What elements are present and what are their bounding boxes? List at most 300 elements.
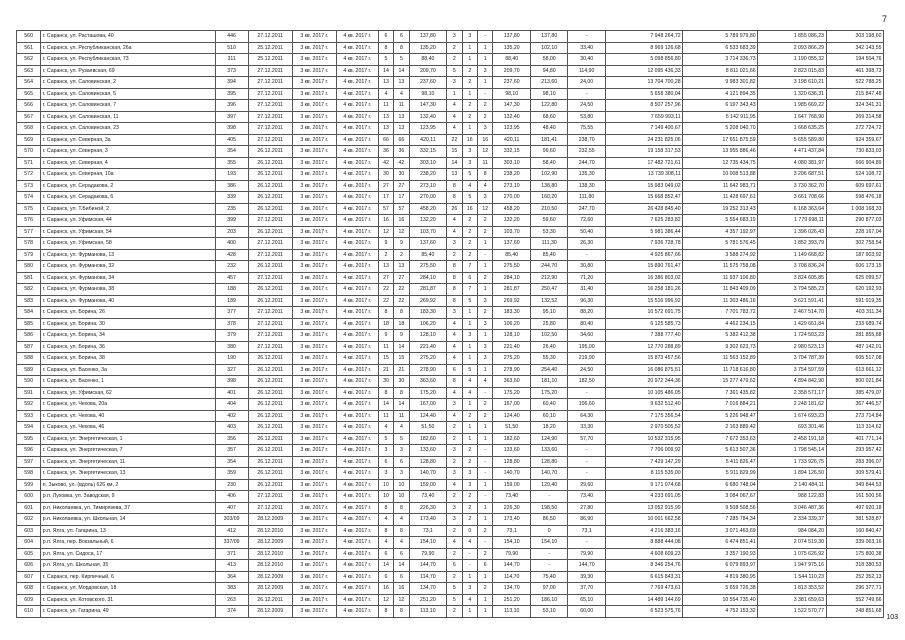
table-cell: 303 198,60 — [826, 31, 883, 43]
table-cell: 98,10 — [530, 88, 568, 100]
table-cell: 7 936 728,78 — [605, 238, 682, 250]
table-cell: 3 кв. 2017 г. — [292, 111, 336, 123]
table-cell: 597 — [17, 456, 41, 468]
table-cell: 209,70 — [409, 65, 447, 77]
table-row — [17, 376, 884, 388]
table-row — [17, 594, 884, 606]
table-row — [17, 387, 884, 399]
table-cell: 6 197 343,43 — [683, 100, 758, 112]
table-cell: 598 476,18 — [826, 192, 883, 204]
table-cell: 2 140 484,11 — [758, 479, 826, 491]
table-cell: 11 — [478, 157, 493, 169]
table-cell: 2 970 505,52 — [605, 422, 682, 434]
table-cell: 446 — [215, 31, 248, 43]
table-cell: 14 — [394, 65, 409, 77]
table-cell: 26.12.2011 — [248, 295, 292, 307]
table-row — [17, 226, 884, 238]
table-cell: 7 361 435,82 — [683, 387, 758, 399]
table-cell: 140,70 — [409, 468, 447, 480]
table-cell: г. Саранск, ул. Борина, 36 — [41, 341, 215, 353]
table-cell: 213,60 — [530, 77, 568, 89]
table-cell: 3 730 362,70 — [758, 180, 826, 192]
table-cell: г. Саранск, ул. Саловинская, 2 — [41, 77, 215, 89]
table-cell: 124,40 — [493, 410, 531, 422]
table-cell: 609 697,61 — [826, 180, 883, 192]
table-cell: 337/09 — [215, 537, 248, 549]
table-cell: 2 — [478, 111, 493, 123]
table-cell: 405 — [215, 134, 248, 146]
table-cell: 219,90 — [568, 353, 606, 365]
table-cell: - — [462, 560, 477, 572]
page-number: 7 — [881, 14, 887, 24]
table-cell: 7 948 264,72 — [605, 31, 682, 43]
table-cell: 15 — [394, 353, 409, 365]
table-row — [17, 146, 884, 158]
table-cell: 13 — [378, 261, 393, 273]
table-cell: г. Саранск, ул. Васенко, 3а — [41, 364, 215, 376]
table-cell: 1 647 768,90 — [758, 111, 826, 123]
table-cell: 73,1 — [568, 525, 606, 537]
table-cell: 14 — [378, 65, 393, 77]
table-cell: 16 086 875,51 — [605, 364, 682, 376]
table-cell: 15 983 049,02 — [605, 180, 682, 192]
table-cell: 13 — [394, 261, 409, 273]
table-row — [17, 65, 884, 77]
table-cell: 1 985 669,22 — [758, 100, 826, 112]
table-cell: 16 258 181,26 — [605, 284, 682, 296]
table-cell: 8 — [394, 387, 409, 399]
table-cell: 988 122,83 — [758, 491, 826, 503]
table-cell: 230 — [215, 479, 248, 491]
table-cell: 190 — [215, 353, 248, 365]
table-cell: 591 919,35 — [826, 295, 883, 307]
table-cell: 3 — [462, 330, 477, 342]
table-row — [17, 180, 884, 192]
table-cell: г. Саранск, ул. Т.Бибиной, 2 — [41, 203, 215, 215]
table-cell: 75,55 — [568, 123, 606, 135]
table-cell: 3 кв. 2017 г. — [292, 433, 336, 445]
table-cell: 68,60 — [530, 111, 568, 123]
table-cell: 79,90 — [568, 548, 606, 560]
table-cell: 5 142 911,95 — [683, 111, 758, 123]
table-cell: 7 285 784,34 — [683, 514, 758, 526]
table-cell: 3 кв. 2017 г. — [292, 410, 336, 422]
table-cell: 51,50 — [493, 422, 531, 434]
table-cell: 2 — [447, 606, 462, 618]
table-cell: 111,30 — [530, 238, 568, 250]
table-cell: 250,47 — [530, 284, 568, 296]
table-cell: 4 кв. 2017 г. — [336, 31, 378, 43]
table-cell: 6 125 585,73 — [605, 318, 682, 330]
table-cell: 58,40 — [530, 157, 568, 169]
table-cell: 1 852 393,79 — [758, 238, 826, 250]
table-cell: 16 — [478, 134, 493, 146]
table-cell: 24 231 825,06 — [605, 134, 682, 146]
table-cell: 1 — [478, 422, 493, 434]
table-cell: 3 198 610,21 — [758, 77, 826, 89]
table-cell: 3 — [447, 445, 462, 457]
table-cell: 85,40 — [530, 249, 568, 261]
table-cell: - — [478, 491, 493, 503]
table-cell: 133,60 — [493, 445, 531, 457]
table-cell: 13 — [394, 123, 409, 135]
table-cell: 5 554 683,19 — [683, 215, 758, 227]
table-cell: 620 192,93 — [826, 284, 883, 296]
table-cell: 1 — [478, 594, 493, 606]
table-cell: 113 314,62 — [826, 422, 883, 434]
table-row — [17, 606, 884, 618]
table-cell: 2 — [462, 77, 477, 89]
table-cell: 42 — [378, 157, 393, 169]
table-cell: 457 — [215, 272, 248, 284]
table-cell: - — [568, 31, 606, 43]
table-cell: 1 396 026,43 — [758, 226, 826, 238]
table-cell: 2 458 191,18 — [758, 433, 826, 445]
table-cell: 198,50 — [530, 502, 568, 514]
table-cell: 133,60 — [530, 445, 568, 457]
table-cell: 3 кв. 2017 г. — [292, 100, 336, 112]
table-cell: - — [568, 387, 606, 399]
table-cell: 60,40 — [530, 399, 568, 411]
table-cell: 2 — [447, 456, 462, 468]
table-row — [17, 468, 884, 480]
table-cell: 3 — [394, 445, 409, 457]
table-cell: 594 — [17, 422, 41, 434]
table-cell: 403 — [215, 422, 248, 434]
table-cell: 4 кв. 2017 г. — [336, 169, 378, 181]
table-cell: 3 кв. 2017 г. — [292, 157, 336, 169]
table-cell: 355 — [215, 157, 248, 169]
table-cell: р.п. Ялга, ул. Гагарина, 13 — [41, 525, 215, 537]
table-cell: 27 — [378, 272, 393, 284]
table-cell: 102,90 — [530, 169, 568, 181]
table-cell: 5 226 948,47 — [683, 410, 758, 422]
table-cell: 275,20 — [493, 353, 531, 365]
table-cell: 2 — [447, 571, 462, 583]
table-cell: 420,11 — [409, 134, 447, 146]
table-cell: 11 575 758,08 — [683, 261, 758, 273]
table-cell: 73,1 — [493, 525, 531, 537]
table-cell: 4 кв. 2017 г. — [336, 249, 378, 261]
table-cell: 27 — [394, 180, 409, 192]
table-cell: 25,80 — [530, 318, 568, 330]
table-cell: 132,52 — [530, 295, 568, 307]
table-cell: 9 — [394, 330, 409, 342]
table-cell: 238,20 — [493, 169, 531, 181]
table-cell: 273 714,84 — [826, 410, 883, 422]
table-cell: 6 — [447, 560, 462, 572]
table-cell: 3 кв. 2017 г. — [292, 353, 336, 365]
table-cell: 4 — [447, 226, 462, 238]
table-row — [17, 399, 884, 411]
table-cell: 5 — [447, 583, 462, 595]
table-cell: р.п. Николаевка, ул. Школьная, 14 — [41, 514, 215, 526]
table-cell: - — [568, 445, 606, 457]
table-cell: 458,20 — [409, 203, 447, 215]
table-cell: 566 — [17, 100, 41, 112]
table-cell: 135,30 — [568, 169, 606, 181]
table-cell: 28.12.2010 — [248, 560, 292, 572]
table-cell: 2 — [478, 226, 493, 238]
table-cell: 195,00 — [568, 341, 606, 353]
table-cell: 129,40 — [530, 479, 568, 491]
table-cell: 3 071 463,69 — [683, 525, 758, 537]
table-row — [17, 42, 884, 54]
table-cell: 189 — [215, 295, 248, 307]
table-cell: 4 — [447, 330, 462, 342]
table-cell: 608 — [17, 583, 41, 595]
table-cell: 7 625 283,82 — [605, 215, 682, 227]
table-cell: 193 — [215, 169, 248, 181]
table-cell: 588 — [17, 353, 41, 365]
table-cell: - — [478, 445, 493, 457]
table-cell: 27.12.2011 — [248, 330, 292, 342]
table-cell: г. Саранск, ул. Фурманова, 32 — [41, 261, 215, 273]
table-cell: 13 739 308,11 — [605, 169, 682, 181]
table-cell: 3 кв. 2017 г. — [292, 525, 336, 537]
table-cell: 4 кв. 2017 г. — [336, 364, 378, 376]
table-cell: 7 701 783,72 — [683, 307, 758, 319]
table-cell: 27,80 — [568, 502, 606, 514]
table-cell: 3 кв. 2017 г. — [292, 134, 336, 146]
table-cell: 3 кв. 2017 г. — [292, 399, 336, 411]
table-cell: г. Саранск, ул. Северная, 3 — [41, 146, 215, 158]
table-cell: 4 — [478, 376, 493, 388]
table-cell: 26.12.2011 — [248, 410, 292, 422]
table-cell: 1 — [462, 341, 477, 353]
table-cell: 1 — [462, 54, 477, 66]
table-cell: 27.12.2011 — [248, 65, 292, 77]
table-cell: 6 — [394, 571, 409, 583]
table-cell: 237,60 — [493, 77, 531, 89]
table-cell: 114,70 — [409, 571, 447, 583]
table-cell: 7 — [462, 261, 477, 273]
table-cell: 8 — [394, 525, 409, 537]
table-cell: 3 кв. 2017 г. — [292, 364, 336, 376]
table-cell: 4 — [447, 111, 462, 123]
table-cell: 4 кв. 2017 г. — [336, 548, 378, 560]
table-cell: 4 357 192,97 — [683, 226, 758, 238]
table-cell: 27.12.2011 — [248, 249, 292, 261]
table-cell: 283 396,07 — [826, 456, 883, 468]
table-cell: 36 — [394, 146, 409, 158]
table-cell: 5 789 979,80 — [683, 31, 758, 43]
table-cell: р.п. Ялга, ул. Школьная, 35 — [41, 560, 215, 572]
table-row — [17, 341, 884, 353]
table-cell: 4 кв. 2017 г. — [336, 341, 378, 353]
table-cell: 3 — [378, 445, 393, 457]
table-cell: 9 302 623,73 — [683, 341, 758, 353]
table-cell: 3 кв. 2017 г. — [292, 376, 336, 388]
table-cell: 3 — [478, 341, 493, 353]
table-cell: 5 — [462, 192, 477, 204]
table-cell: 399 — [215, 215, 248, 227]
table-cell: 221,40 — [493, 341, 531, 353]
table-cell: 251,20 — [409, 594, 447, 606]
table-cell: 1 — [462, 606, 477, 618]
table-cell: 363,60 — [493, 376, 531, 388]
table-cell: 17 — [394, 192, 409, 204]
table-cell: 8 — [447, 272, 462, 284]
table-cell: 4 кв. 2017 г. — [336, 54, 378, 66]
table-cell: 3 — [478, 192, 493, 204]
table-cell: 95,10 — [530, 307, 568, 319]
table-cell: 6 — [478, 560, 493, 572]
table-cell: 377 — [215, 307, 248, 319]
table-cell: 4 — [447, 353, 462, 365]
table-cell: 8 — [394, 606, 409, 618]
table-cell: 1 075 626,92 — [758, 548, 826, 560]
table-cell: - — [478, 31, 493, 43]
table-cell: 244,70 — [530, 261, 568, 273]
table-cell: 4 — [462, 180, 477, 192]
table-cell: 3 — [462, 31, 477, 43]
table-cell: 4 кв. 2017 г. — [336, 65, 378, 77]
table-cell: р.п. Ялга, ул. Сидоса, 17 — [41, 548, 215, 560]
table-cell: 15 — [447, 146, 462, 158]
table-cell: г. Саранск, ул. Энергетическая, 1 — [41, 433, 215, 445]
table-cell: 8 — [447, 261, 462, 273]
table-cell: - — [568, 456, 606, 468]
table-cell: 26.12.2011 — [248, 422, 292, 434]
table-cell: 80,40 — [568, 318, 606, 330]
table-cell: 272 724,72 — [826, 123, 883, 135]
table-cell: 4 кв. 2017 г. — [336, 571, 378, 583]
table-cell: 2 — [478, 307, 493, 319]
table-cell: 238,20 — [409, 169, 447, 181]
table-cell: 114,90 — [568, 65, 606, 77]
table-cell: 160 840,47 — [826, 525, 883, 537]
table-cell: 26.12.2011 — [248, 353, 292, 365]
table-cell: 4 кв. 2017 г. — [336, 180, 378, 192]
table-cell: 251,20 — [493, 594, 531, 606]
table-cell: 1 — [478, 42, 493, 54]
table-cell: 16 — [462, 203, 477, 215]
table-cell: 3 кв. 2017 г. — [292, 295, 336, 307]
table-cell: 6 — [394, 548, 409, 560]
table-cell: 385 479,07 — [826, 387, 883, 399]
table-cell: 30,40 — [568, 54, 606, 66]
table-row — [17, 295, 884, 307]
table-cell: 85,40 — [493, 249, 531, 261]
table-cell: - — [478, 537, 493, 549]
table-cell: 3 357 190,93 — [683, 548, 758, 560]
table-cell: 3 084 067,67 — [683, 491, 758, 503]
table-cell: 3 кв. 2017 г. — [292, 42, 336, 54]
table-cell: 17 651 875,59 — [683, 134, 758, 146]
table-cell: 111,80 — [568, 192, 606, 204]
table-cell: 132,40 — [493, 111, 531, 123]
table-cell: 4 кв. 2017 г. — [336, 272, 378, 284]
table-cell: 10 532 315,95 — [605, 433, 682, 445]
table-cell: 356 — [215, 433, 248, 445]
table-cell: 3 кв. 2017 г. — [292, 537, 336, 549]
table-cell: 3 661 708,66 — [758, 192, 826, 204]
table-cell: 367 446,57 — [826, 399, 883, 411]
table-cell: 113,10 — [493, 606, 531, 618]
table-row — [17, 364, 884, 376]
table-cell: 5 411 826,47 — [683, 456, 758, 468]
table-cell: 28.12.2009 — [248, 606, 292, 618]
table-cell: 284,10 — [493, 272, 531, 284]
table-cell: 11 — [394, 410, 409, 422]
table-cell: 14 — [394, 560, 409, 572]
table-cell: 332,15 — [409, 146, 447, 158]
table-cell: 591 — [17, 387, 41, 399]
table-cell: 137,60 — [409, 238, 447, 250]
table-cell: 27.12.2011 — [248, 77, 292, 89]
table-cell: 270,00 — [409, 192, 447, 204]
table-cell: 3 — [462, 468, 477, 480]
table-row — [17, 353, 884, 365]
table-cell: 606 — [17, 560, 41, 572]
table-cell: 215 847,48 — [826, 88, 883, 100]
table-cell: 11 937 106,80 — [683, 272, 758, 284]
table-cell: 3 кв. 2017 г. — [292, 318, 336, 330]
table-cell: 26.12.2011 — [248, 146, 292, 158]
table-cell: 2 — [447, 42, 462, 54]
table-cell: 4 кв. 2017 г. — [336, 514, 378, 526]
table-cell: 5 981 386,44 — [605, 226, 682, 238]
table-cell: 3 кв. 2017 г. — [292, 226, 336, 238]
table-cell: 563 — [17, 65, 41, 77]
table-cell: 354 — [215, 456, 248, 468]
table-cell: 1 — [462, 42, 477, 54]
table-cell: 71,20 — [568, 272, 606, 284]
table-cell: 226,30 — [409, 502, 447, 514]
table-cell: 2 — [462, 215, 477, 227]
table-cell: 522 788,25 — [826, 77, 883, 89]
table-cell: - — [568, 537, 606, 549]
table-cell: 4 кв. 2017 г. — [336, 433, 378, 445]
table-cell: 183,30 — [409, 307, 447, 319]
table-cell: 13 955 886,46 — [683, 146, 758, 158]
table-cell: 1 — [478, 364, 493, 376]
table-cell: 5 098 856,80 — [605, 54, 682, 66]
table-cell: г. Саранск, ул. Саловинская, 5 — [41, 88, 215, 100]
table-cell: 4 — [447, 215, 462, 227]
table-cell: 5 — [394, 433, 409, 445]
table-cell: 26.12.2011 — [248, 387, 292, 399]
table-cell: 3 — [478, 123, 493, 135]
table-cell: 7 659 993,11 — [605, 111, 682, 123]
table-cell: 6 — [394, 456, 409, 468]
table-cell: 73,40 — [409, 491, 447, 503]
table-cell: 8 — [447, 376, 462, 388]
table-cell: 167,00 — [493, 399, 531, 411]
table-cell: 14 — [394, 341, 409, 353]
table-cell: 26.12.2011 — [248, 445, 292, 457]
table-row — [17, 330, 884, 342]
table-cell: 1 733 926,75 — [758, 456, 826, 468]
table-cell: - — [478, 387, 493, 399]
table-cell: 1 947 975,16 — [758, 560, 826, 572]
table-cell: 3 794 585,23 — [758, 284, 826, 296]
table-cell: 3 708 836,24 — [758, 261, 826, 273]
table-cell: 1 813 353,52 — [758, 583, 826, 595]
table-cell: 26.12.2011 — [248, 284, 292, 296]
table-cell: 4 кв. 2017 г. — [336, 456, 378, 468]
table-cell: 10 — [394, 491, 409, 503]
table-cell: 2 — [447, 491, 462, 503]
table-cell: 4 121 894,35 — [683, 88, 758, 100]
table-cell: 9 632 512,40 — [605, 399, 682, 411]
table-cell: г. Саранск, ул. Уфимская, 44 — [41, 215, 215, 227]
table-cell: 4 — [447, 100, 462, 112]
table-cell: 4 кв. 2017 г. — [336, 203, 378, 215]
table-cell: 12 770 288,89 — [605, 341, 682, 353]
table-cell: 730 833,03 — [826, 146, 883, 158]
